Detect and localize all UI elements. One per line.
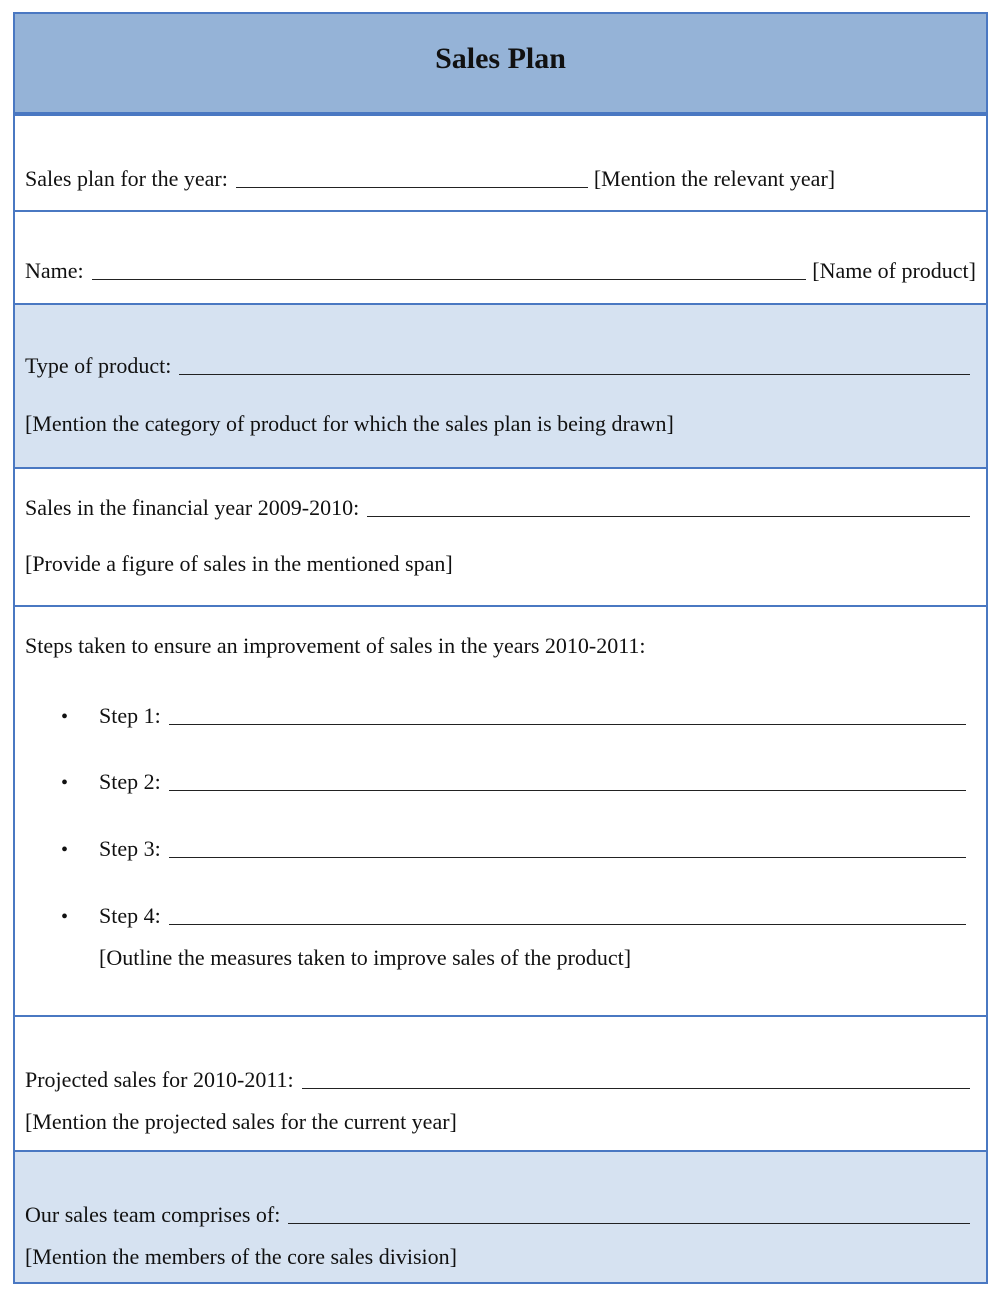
step-1 [61,703,966,729]
year-line [25,166,976,192]
row-team [15,1152,986,1282]
row-financial [15,469,986,607]
year-blank[interactable] [236,186,588,188]
projected-note: [Mention the projected sales for the current year] [25,1109,457,1134]
name-blank[interactable] [92,278,807,280]
financial-note: [Provide a figure of sales in the mentioned span] [25,551,453,576]
row-steps [15,607,986,1017]
team-line [25,1202,976,1228]
step-2-label: Step 2: [99,769,161,794]
projected-line [25,1067,976,1093]
row-year [15,116,986,212]
step-1-blank[interactable] [169,723,966,725]
name-hint: [Name of product] [812,258,976,283]
year-hint: [Mention the relevant year] [593,166,836,191]
bullet-icon: • [61,772,69,794]
step-2 [61,769,966,795]
financial-blank[interactable] [367,515,970,517]
step-4-label: Step 4: [99,903,161,928]
projected-label: Projected sales for 2010-2011: [25,1067,294,1092]
row-projected [15,1017,986,1152]
year-label: Sales plan for the year: [25,166,228,191]
name-line [25,258,976,284]
team-label: Our sales team comprises of: [25,1202,281,1227]
step-3-blank[interactable] [169,856,966,858]
form-header [15,14,986,116]
step-4-blank[interactable] [169,923,966,925]
financial-label: Sales in the financial year 2009-2010: [25,495,360,520]
sales-plan-form [13,12,988,1284]
step-3-label: Step 3: [99,836,161,861]
page-title: Sales Plan [435,42,566,75]
type-line [25,353,976,379]
bullet-icon: • [61,839,69,861]
projected-blank[interactable] [302,1087,970,1089]
team-blank[interactable] [288,1222,970,1224]
steps-heading: Steps taken to ensure an improvement of sales in the years 2010-2011: [25,633,646,658]
type-blank[interactable] [179,373,970,375]
type-note: [Mention the category of product for which the sales plan is being drawn] [25,411,674,436]
name-label: Name: [25,258,84,283]
type-label: Type of product: [25,353,172,378]
financial-line [25,495,976,521]
team-note: [Mention the members of the core sales division] [25,1244,457,1269]
bullet-icon: • [61,706,69,728]
step-1-label: Step 1: [99,703,161,728]
row-name [15,212,986,305]
steps-note: [Outline the measures taken to improve sales of the product] [99,945,632,970]
row-type [15,305,986,469]
step-2-blank[interactable] [169,789,966,791]
bullet-icon: • [61,906,69,928]
step-4 [61,903,966,929]
step-3 [61,836,966,862]
